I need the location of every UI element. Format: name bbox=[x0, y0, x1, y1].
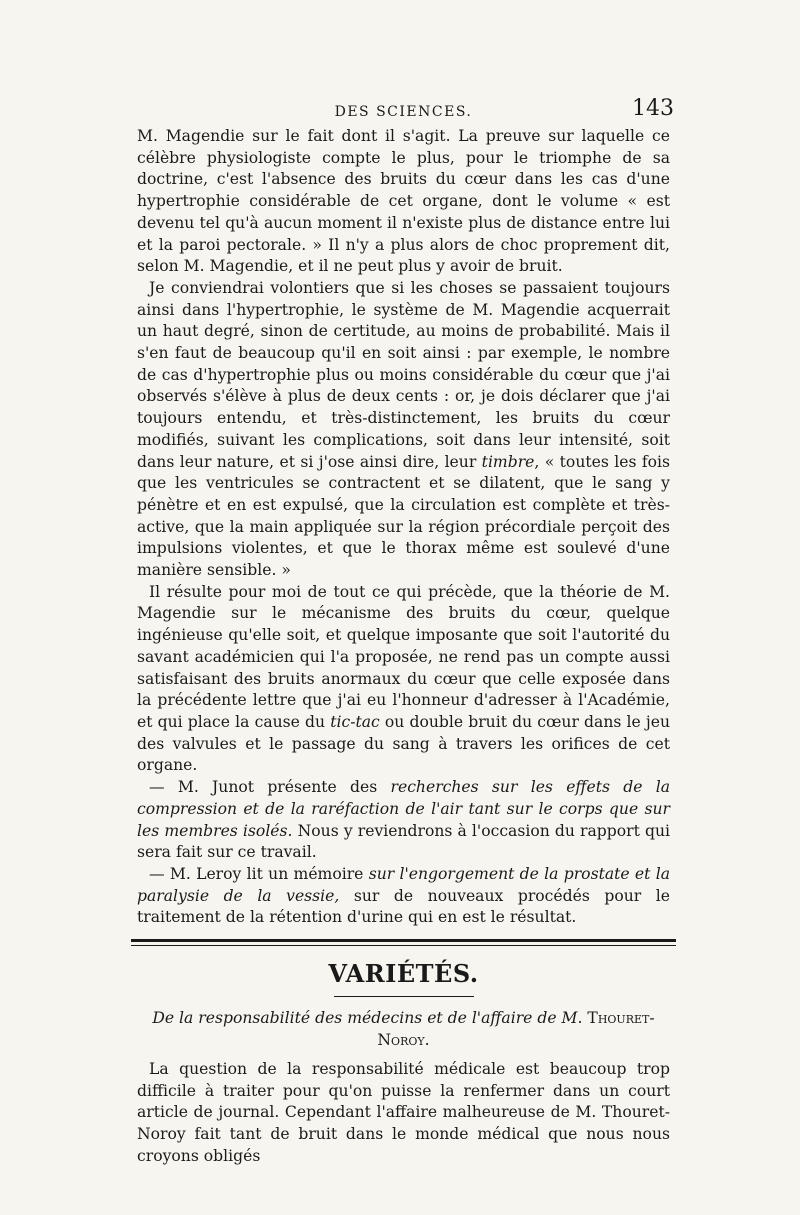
text-segment: — M. Junot présente des bbox=[149, 778, 391, 797]
article-heading-name: Thouret-Noroy. bbox=[377, 1009, 655, 1050]
article-body bbox=[137, 1059, 670, 1168]
page-number: 143 bbox=[632, 96, 674, 121]
text-segment: Il résulte pour moi de tout ce qui précède, que la théorie de M. Magendie sur le mécanisme des bruits du cœur, quelque ingénieuse qu'elle soit, et quelque imposante que soit l'autorité du savant académicien qui l'a proposée, ne rend pas un compte aussi satisfaisant des bruits anormaux du cœur que celle exposée dans la précédente lettre que j'ai eu l'honneur d'adresser à l'Académie, et qui place la cause du bbox=[137, 582, 670, 731]
article-heading-text: De la responsabilité des médecins et de l'affaire de M. bbox=[152, 1009, 588, 1028]
text-segment: sur de nouveaux procédés pour le traitement de la rétention d'urine qui en est le résultat. bbox=[137, 886, 670, 927]
paragraph-1 bbox=[137, 126, 670, 278]
paragraph-2 bbox=[137, 278, 670, 582]
article-heading bbox=[129, 1007, 678, 1051]
body-text bbox=[137, 126, 670, 929]
section-title: VARIÉTÉS. bbox=[328, 959, 479, 989]
paragraph-4 bbox=[137, 777, 670, 864]
text-segment: M. Magendie sur le fait dont il s'agit. La preuve sur laquelle ce célèbre physiologiste compte le plus, pour le triomphe de sa doctrine, c'est l'absence des bruits du cœur dans les cas d'une hypertrophie considérable de cet organe, dont le volume « est devenu tel qu'à aucun moment il n'existe plus de distance entre lui et la paroi pectorale. » Il n'y a plus alors de choc proprement dit, selon M. Magendie, et il ne peut plus y avoir de bruit. bbox=[137, 127, 670, 276]
article-paragraph: La question de la responsabilité médicale est beaucoup trop difficile à traiter pour qu'on puisse la renfermer dans un court article de journal. Cependant l'affaire malheureuse de M. Thouret-Noroy fait tant de bruit dans le monde médical que nous nous croyons obligés bbox=[137, 1060, 670, 1165]
text-segment: , « toutes les fois que les ventricules se contractent et se dilatent, que le sang y pénètre et en est expulsé, que la circulation est complète et très-active, que la main appliquée sur la région précordiale perçoit des impulsions violentes, et que le thorax même est soulevé d'une manière sensible. » bbox=[137, 452, 670, 580]
running-title: DES SCIENCES. bbox=[334, 104, 473, 120]
italic-segment: sur l'engorgement de la prostate et la paralysie de la vessie, bbox=[137, 864, 670, 905]
paragraph-5 bbox=[137, 864, 670, 929]
italic-segment: recherches sur les effets de la compression et de la raréfaction de l'air tant sur le corps que sur les membres isolés. bbox=[137, 778, 670, 840]
text-segment: — M. Leroy lit un mémoire bbox=[149, 864, 369, 883]
running-head bbox=[137, 92, 674, 126]
text-segment: Nous y reviendrons à l'occasion du rapport qui sera fait sur ce travail. bbox=[137, 821, 671, 862]
paragraph-3 bbox=[137, 582, 670, 777]
double-rule-divider bbox=[131, 939, 676, 946]
text-segment: Je conviendrai volontiers que si les choses se passaient toujours ainsi dans l'hypertrophie, le système de M. Magendie acquerrait un haut degré, sinon de certitude, au moins de probabilité. Mais il s'en faut de beaucoup qu'il en soit ainsi : par exemple, le nombre de cas d'hypertrophie plus ou moins considérable du cœur que j'ai observés s'élève à plus de deux cents : or, je dois déclarer que j'ai toujours entendu, et très-distinctement, les bruits du cœur modifiés, suivant les complications, soit dans leur intensité, soit dans leur nature, et si j'ose ainsi dire, leur bbox=[137, 278, 670, 471]
italic-segment: timbre bbox=[481, 452, 535, 471]
short-rule-divider bbox=[334, 996, 474, 997]
italic-segment: tic-tac bbox=[330, 712, 380, 731]
text-segment: ou double bruit du cœur dans le jeu des valvules et le passage du sang à travers les orifices de cet organe. bbox=[137, 712, 670, 775]
